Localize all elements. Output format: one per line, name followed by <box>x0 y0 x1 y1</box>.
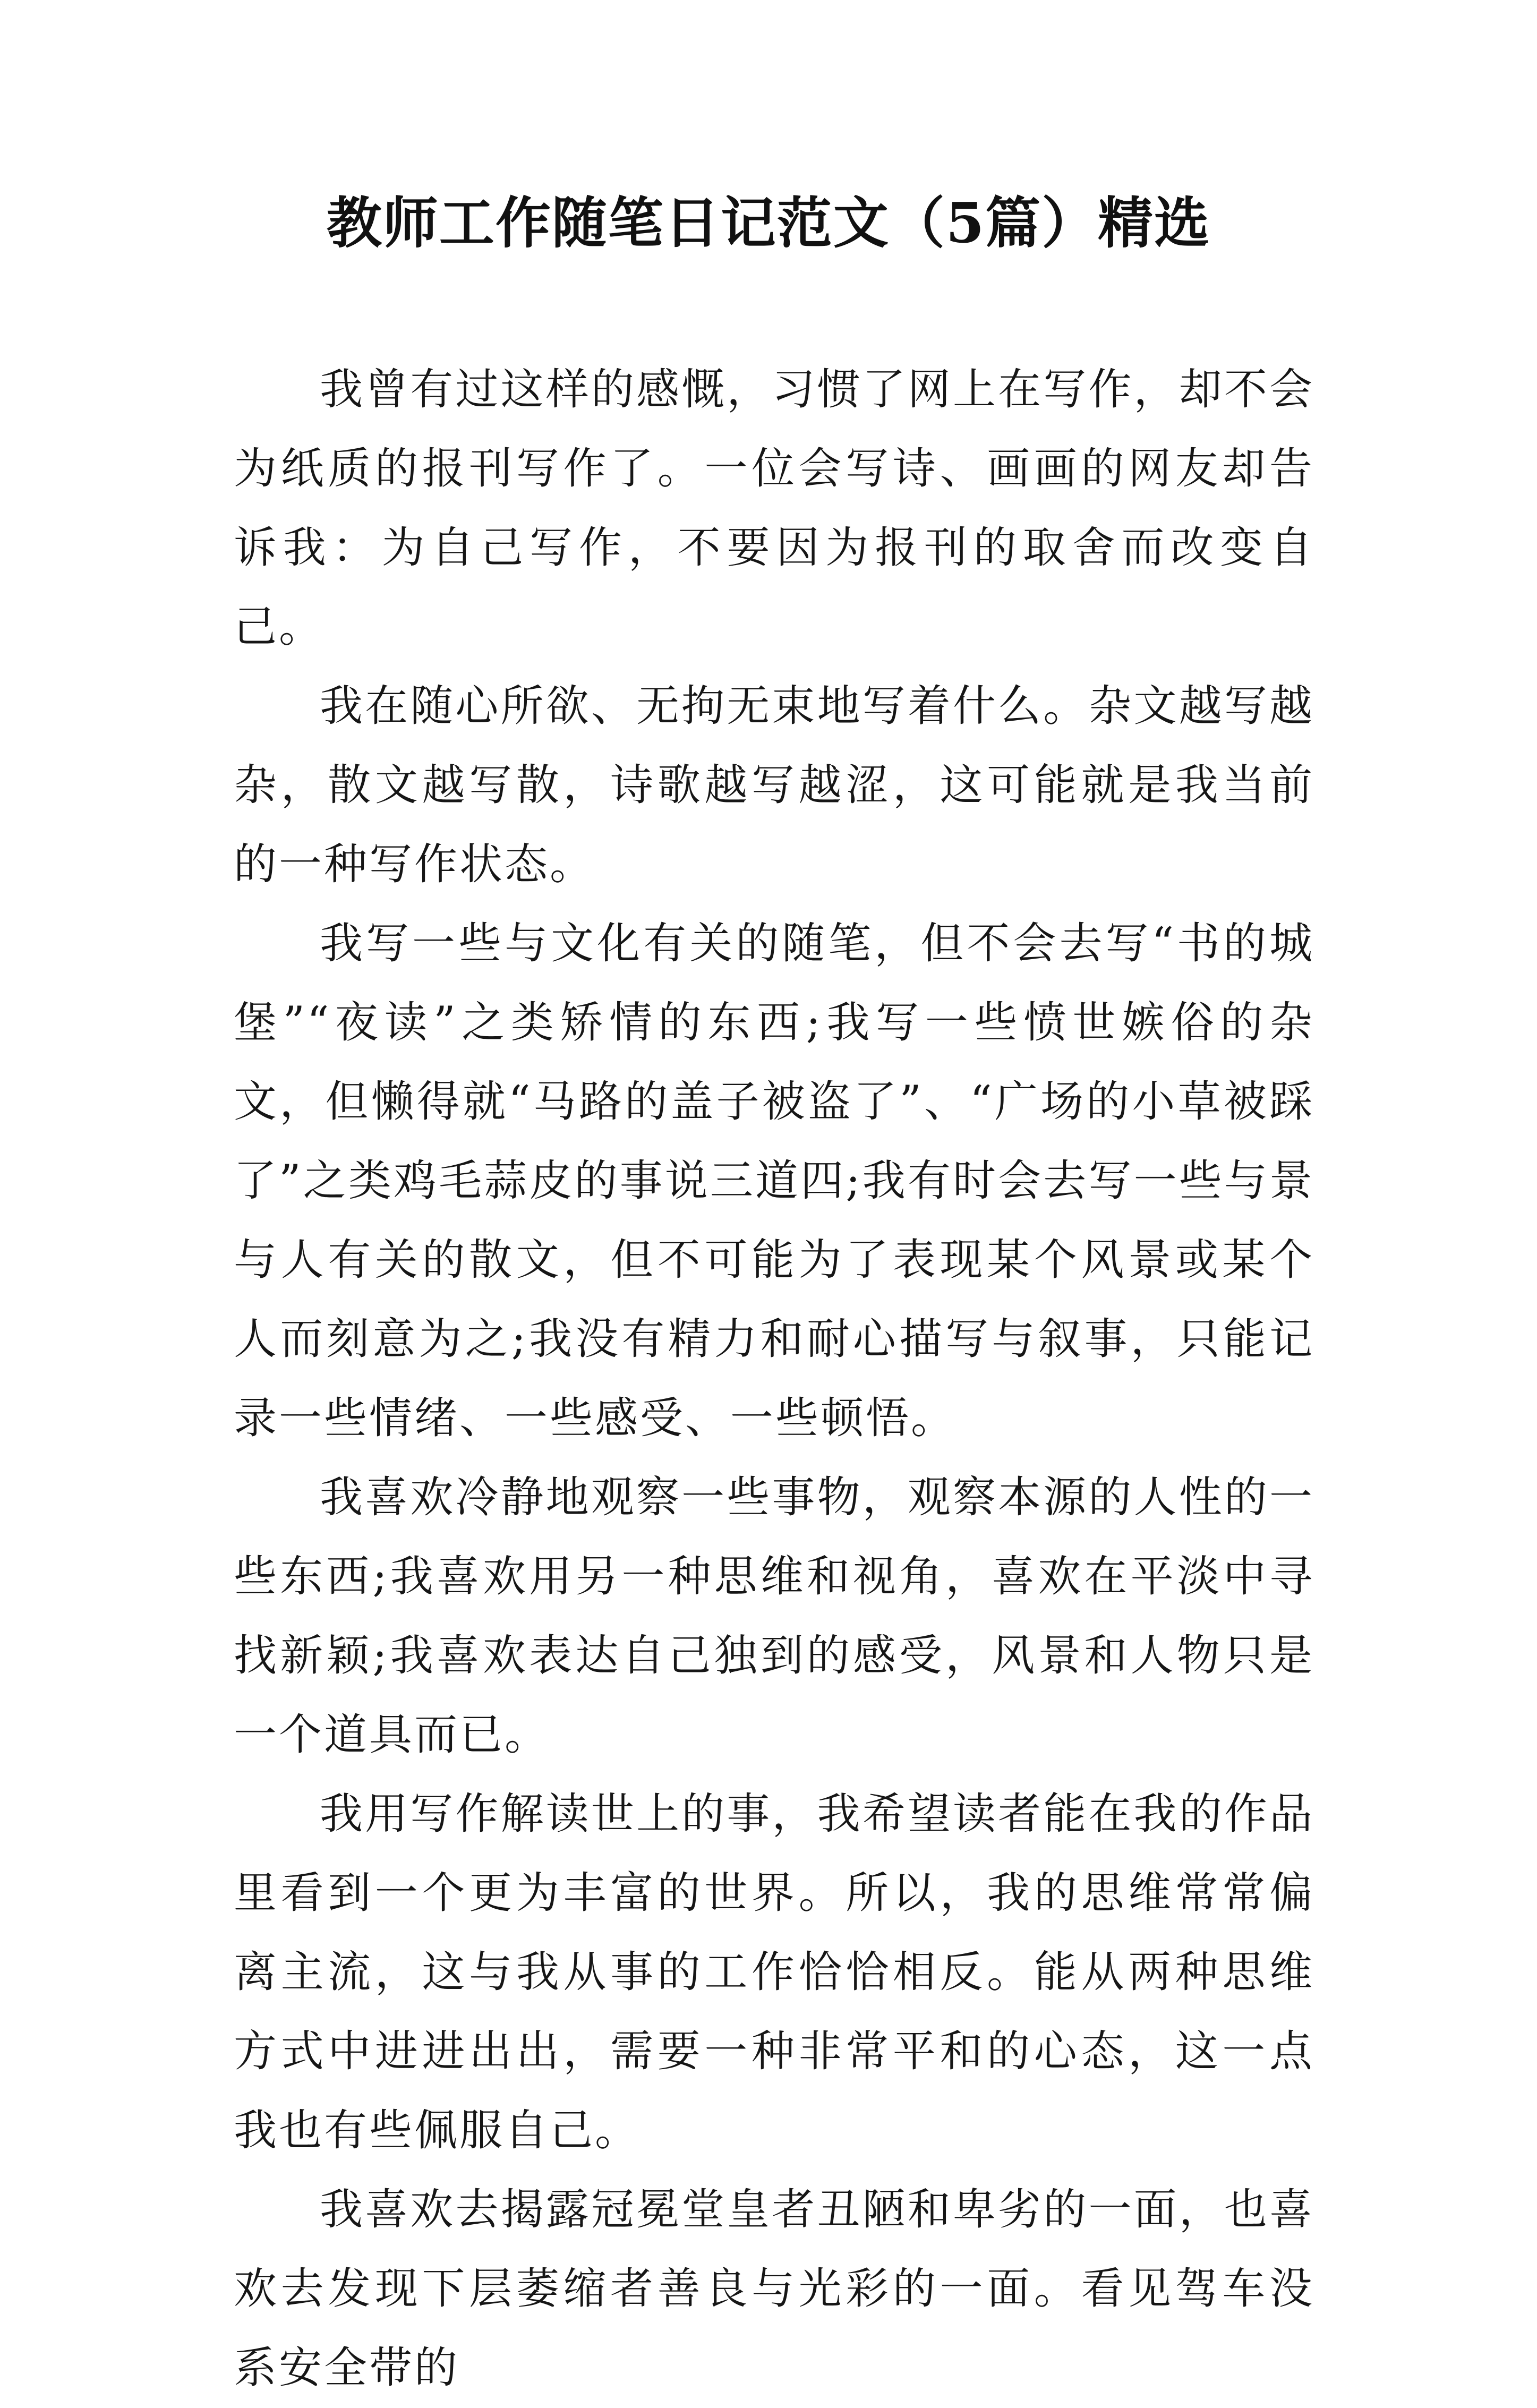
document-body <box>234 351 1314 2408</box>
paragraph: 我喜欢去揭露冠冕堂皇者丑陋和卑劣的一面，也喜欢去发现下层萎缩者善良与光彩的一面。看见驾车没系安全带的 <box>234 2185 1314 2393</box>
paragraph: 我曾有过这样的感慨，习惯了网上在写作，却不会为纸质的报刊写作了。一位会写诗、画画的网友却告诉我：为自己写作，不要因为报刊的取舍而改变自己。 <box>234 365 1314 652</box>
paragraph: 我喜欢冷静地观察一些事物，观察本源的人性的一些东西;我喜欢用另一种思维和视角，喜欢在平淡中寻找新颖;我喜欢表达自己独到的感受，风景和人物只是一个道具而已。 <box>234 1473 1314 1760</box>
paragraph: 我用写作解读世上的事，我希望读者能在我的作品里看到一个更为丰富的世界。所以，我的思维常常偏离主流，这与我从事的工作恰恰相反。能从两种思维方式中进进出出，需要一种非常平和的心态，这一点我也有些佩服自己。 <box>234 1789 1314 2156</box>
paragraph: 我在随心所欲、无拘无束地写着什么。杂文越写越杂，散文越写散，诗歌越写越涩，这可能就是我当前的一种写作状态。 <box>234 681 1314 890</box>
paragraph: 我写一些与文化有关的随笔，但不会去写“书的城堡”“夜读”之类矫情的东西;我写一些愤世嫉俗的杂文，但懒得就“马路的盖子被盗了”、“广场的小草被踩了”之类鸡毛蒜皮的事说三道四;我有时会去写一些与景与人有关的散文，但不可能为了表现某个风景或某个人而刻意为之;我没有精力和耐心描写与叙事，只能记录一些情绪、一些感受、一些顿悟。 <box>234 919 1314 1444</box>
document-title: 教师工作随笔日记范文（5篇）精选 <box>326 190 1211 255</box>
